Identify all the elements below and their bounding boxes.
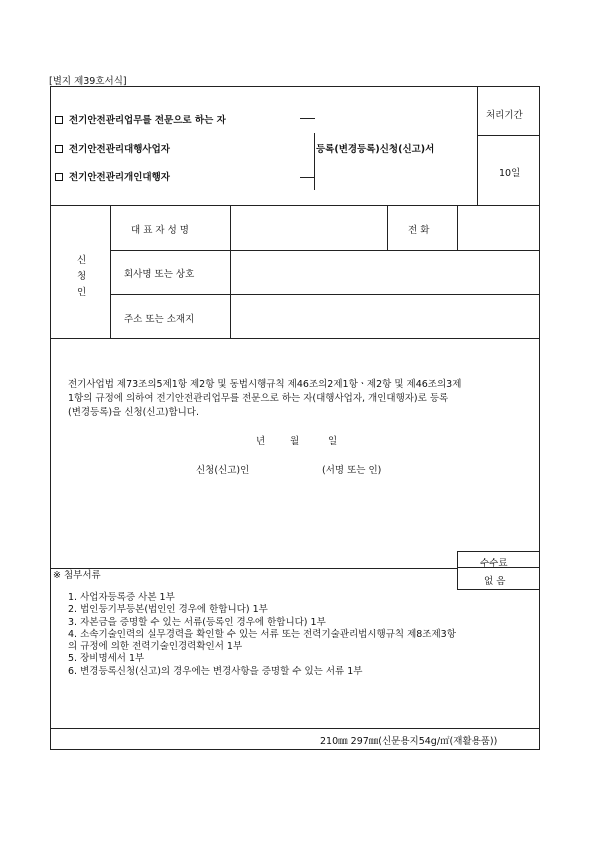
company-label: 회사명 또는 상호 bbox=[124, 269, 195, 280]
applicant-row-line-1 bbox=[110, 250, 540, 251]
list-item: 1. 사업자등록증 사본 1부 bbox=[68, 592, 175, 603]
header-bottom-line bbox=[50, 205, 540, 206]
applicant-side-char-1: 신 bbox=[77, 255, 87, 266]
list-item: 3. 자본금을 증명할 수 있는 서류(등록인 경우에 한합니다) 1부 bbox=[68, 616, 326, 628]
applicant-side-divider bbox=[110, 205, 111, 338]
rep-name-field[interactable] bbox=[234, 214, 384, 246]
statement-line-2: 1항의 규정에 의하여 전기안전관리업무를 전문으로 하는 자(대행사업자, 개인대행자)로 등록 bbox=[68, 393, 449, 404]
applicant-side-char-2: 청 bbox=[77, 271, 87, 282]
phone-divider-right bbox=[457, 205, 458, 250]
applicant-bottom-line bbox=[50, 338, 540, 339]
processing-period-label: 처리기간 bbox=[486, 110, 523, 121]
fee-bottom-line bbox=[457, 589, 540, 590]
form-number-label: [별지 제39호서식] bbox=[49, 76, 127, 87]
signature-note[interactable]: (서명 또는 인) bbox=[322, 465, 382, 476]
date-day: 일 bbox=[328, 436, 338, 447]
address-field[interactable] bbox=[234, 300, 534, 332]
list-item: 4. 소속기술인력의 실무경력을 확인할 수 있는 서류 또는 전력기술관리법시행규칙 제8조제3항 bbox=[68, 628, 456, 640]
phone-divider-left bbox=[387, 205, 388, 250]
option-label: 전기안전관리개인대행자 bbox=[69, 172, 170, 183]
fee-divider bbox=[457, 551, 458, 589]
processing-divider bbox=[477, 86, 478, 205]
applicant-label-divider bbox=[230, 205, 231, 338]
company-field[interactable] bbox=[234, 256, 534, 288]
footer-line bbox=[50, 728, 540, 729]
date-year: 년 bbox=[256, 436, 266, 447]
statement-line-3: (변경등록)을 신청(신고)합니다. bbox=[68, 407, 199, 418]
processing-period-value: 10일 bbox=[499, 168, 521, 179]
option-professional[interactable] bbox=[55, 112, 226, 126]
phone-field[interactable] bbox=[460, 214, 536, 246]
applicant-row-line-2 bbox=[110, 294, 540, 295]
signer-label: 신청(신고)인 bbox=[196, 465, 250, 476]
processing-row-line bbox=[477, 135, 540, 136]
attachments-title: ※ 첨부서류 bbox=[53, 570, 101, 581]
list-item: 5. 장비명세서 1부 bbox=[68, 653, 145, 665]
fee-value: 없 음 bbox=[484, 576, 506, 587]
date-month: 월 bbox=[290, 436, 300, 447]
bracket-top bbox=[300, 118, 315, 119]
option-agency[interactable] bbox=[55, 141, 170, 155]
attachments-list bbox=[68, 592, 456, 678]
bracket-vertical bbox=[314, 133, 315, 190]
fee-top-line bbox=[457, 551, 540, 552]
option-individual[interactable] bbox=[55, 169, 170, 183]
fee-label: 수수료 bbox=[480, 558, 508, 569]
checkbox[interactable] bbox=[55, 173, 63, 181]
list-item: 2. 법인등기부등본(법인인 경우에 한합니다) 1부 bbox=[68, 604, 268, 616]
option-label: 전기안전관리대행사업자 bbox=[69, 144, 170, 155]
option-label: 전기안전관리업무를 전문으로 하는 자 bbox=[69, 115, 226, 126]
address-label: 주소 또는 소재지 bbox=[124, 314, 195, 325]
list-item: 6. 변경등록신청(신고)의 경우에는 변경사항을 증명할 수 있는 서류 1부 bbox=[68, 665, 363, 677]
checkbox[interactable] bbox=[55, 116, 63, 124]
document-title: 등록(변경등록)신청(신고)서 bbox=[316, 144, 435, 155]
phone-label: 전 화 bbox=[408, 225, 430, 236]
statement-line-1: 전기사업법 제73조의5제1항 제2항 및 동법시행규칙 제46조의2제1항ㆍ제2항 및 제46조의3제 bbox=[68, 379, 462, 390]
checkbox[interactable] bbox=[55, 145, 63, 153]
attachments-top-line bbox=[50, 568, 457, 569]
applicant-side-char-3: 인 bbox=[77, 287, 87, 298]
rep-name-label: 대 표 자 성 명 bbox=[131, 225, 189, 236]
bracket-bottom bbox=[300, 177, 315, 178]
paper-spec: 210㎜ 297㎜(신문용지54g/㎡(재활용품)) bbox=[320, 736, 498, 747]
list-item: 의 규정에 의한 전력기술인경력확인서 1부 bbox=[68, 641, 243, 653]
